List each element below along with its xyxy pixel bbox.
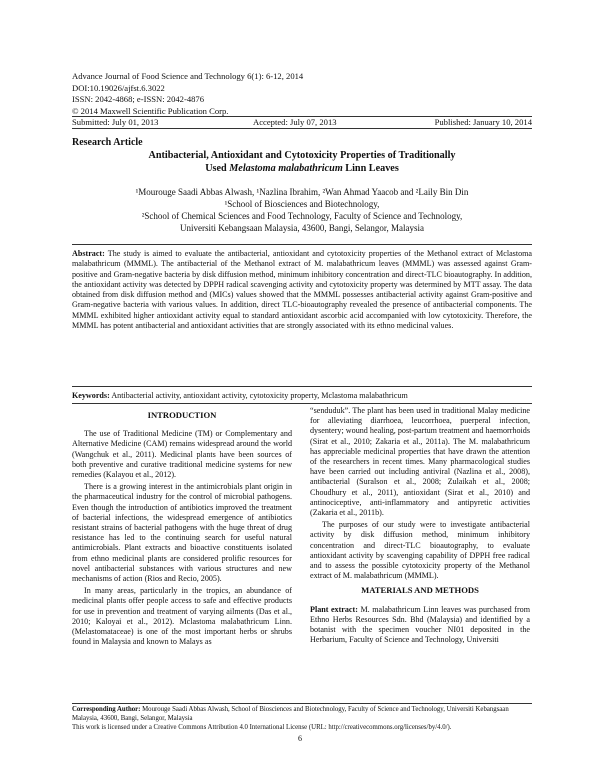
keywords-text: Antibacterial activity, antioxidant activity, cytotoxicity property, Mclastoma malabathricum [109, 391, 408, 400]
journal-doi: DOI:10.19026/ajfst.6.3022 [72, 82, 165, 93]
abstract-label: Abstract: [72, 249, 105, 258]
intro-paragraph-2: There is a growing interest in the antimicrobials plant origin in the pharmaceutical industry for the control of microbial pathogens. Even though the introduction of antibiotics improved the treatment of bacterial infections, the widespread emergence of antibiotics resistant strains of bacterial pathogens with the huge threat of drug resistance has led to the continuing search for useful natural antimicrobials. Plant extracts and bioactive constituents isolated from ethno medicinal plants are considered prolific resources for novel antibacterial substances with various structures and new mechanisms of action (Rios and Recio, 2005). [72, 482, 292, 584]
title-prefix: Used [205, 162, 230, 174]
corresponding-author [72, 705, 532, 723]
journal-header [72, 71, 303, 117]
keywords-rule [72, 403, 532, 404]
author-block [72, 186, 532, 234]
plant-extract-text: M. malabathricum Linn leaves was purchased from Ethno Herbs Resources Sdn. Bhd (Malaysia) and identified by a botanist with the specimen voucher NI01 deposited in the Herbarium, Faculty of Science and Technology, Universiti [310, 604, 530, 645]
abstract-rule-top [72, 244, 532, 245]
right-column [310, 406, 530, 647]
intro-paragraph-3: In many areas, particularly in the tropics, an abundance of medicinal plants offer people access to safe and effective products for use in prevention and treatment of varying ailments (Das et al., 2010; Kaloyai et al., 2012). Mclastoma malabathricum Linn. (Melastomataceae) is one of the most important herbs or shrubs found in Malaysia and known to Malays as [72, 586, 292, 647]
title-species: Melastoma malabathricum [229, 162, 343, 174]
keywords-label: Keywords: [72, 391, 110, 400]
license-note: This work is licensed under a Creative Commons Attribution 4.0 International License (URL: http://creativecommons.org/licenses/by/4.0/). [72, 724, 452, 731]
header-rule-bottom [72, 128, 532, 129]
journal-issn: ISSN: 2042-4868; e-ISSN: 2042-4876 [72, 94, 205, 105]
plant-extract-paragraph [310, 605, 530, 646]
introduction-heading: INTRODUCTION [147, 410, 217, 420]
article-type: Research Article [72, 137, 143, 148]
abstract-rule-bottom [72, 386, 532, 387]
methods-heading: MATERIALS AND METHODS [361, 585, 479, 596]
published-date: Published: January 10, 2014 [434, 117, 532, 127]
footer-rule [72, 703, 532, 704]
journal-copyright: © 2014 Maxwell Scientific Publication Corp. [72, 105, 229, 116]
abstract [72, 249, 532, 331]
keywords [72, 391, 532, 400]
author-list: ¹Mourouge Saadi Abbas Alwash, ¹Nazlina Ibrahim, ²Wan Ahmad Yaacob and ²Laily Bin Din [135, 187, 469, 197]
intro-paragraph-1: The use of Traditional Medicine (TM) or Complementary and Alternative Medicine (CAM) remains widespread around the world (Wangchuk et al., 2011). Medicinal plants have been sources of both preventive and curative traditional medicine systems for new remedies (Kalayou et al., 2012). [72, 429, 292, 480]
corr-text: Mourouge Saadi Abbas Alwash, School of Biosciences and Biotechnology, Faculty of Science and Technology, Universiti Kebangsaan Malaysia, 43600, Bangi, Selangor, Malaysia [72, 706, 509, 723]
plant-extract-label: Plant extract: [310, 604, 358, 614]
affiliation-1: ¹School of Biosciences and Biotechnology, [224, 199, 380, 209]
title-line-1: Antibacterial, Antioxidant and Cytotoxicity Properties of Traditionally [148, 150, 456, 161]
paper-title [72, 150, 532, 175]
title-suffix: Linn Leaves [342, 162, 399, 174]
intro-paragraph-5: The purposes of our study were to investigate antibacterial activity by disk diffusion method, minimum inhibitory concentration and direct-TLC bioautography, to evaluate antioxidant activity by scavenging capability of DPPH free radical and to assess the possible cytotoxicity property of the Methanol extract of M. malabathricum (MMML). [310, 520, 530, 581]
affiliation-2-address: Universiti Kebangsaan Malaysia, 43600, Bangi, Selangor, Malaysia [179, 223, 425, 233]
title-line-2 [72, 163, 532, 176]
intro-paragraph-4: “senduduk”. The plant has been used in traditional Malay medicine for alleviating diarrhoea, leucorrhoea, puerperal infection, dysentery; wound healing, post-partum treatment and haemorrhoids (Sirat et al., 2010; Zakaria et al., 2011a). The M. malabathricum has appreciable medicinal properties that have drawn the attention of the researchers in recent times. Many pharmacological studies have been carried out including antiviral (Nazlina et al., 2008), antibacterial (Suralson et al., 2008; Zulaikah et al., 2008; Choudhury et al., 2011), antioxidant (Sirat et al., 2010) and antinociceptive, anti-inflammatory and antipyretic activities (Zakaria et al., 2011b). [310, 406, 530, 518]
corr-label: Corresponding Author: [72, 706, 141, 713]
affiliation-2: ²School of Chemical Sciences and Food Technology, Faculty of Science and Technology, [141, 211, 463, 221]
journal-citation: Advance Journal of Food Science and Technology 6(1): 6-12, 2014 [72, 71, 304, 81]
page-number: 6 [298, 734, 302, 743]
submitted-date: Submitted: July 01, 2013 [72, 117, 159, 127]
left-column [72, 406, 292, 649]
accepted-date: Accepted: July 07, 2013 [253, 117, 337, 127]
abstract-text: The study is aimed to evaluate the antibacterial, antioxidant and cytotoxicity properties of the Methanol extract of Mclastoma malabathricum (MMML). The antibacterial of the Methanol extract of M. malabathricum leaves (MMML) was assessed against Gram-positive and Gram-negative bacteria by disk diffusion method, minimum inhibitory concentration and direct-TLC bioautography. In addition, the antioxidant activity was detected by DPPH radical scavenging activity and cytotoxicity property was determined by MTT assay. The data obtained from disk diffusion method and (MICs) values showed that the MMML possesses antibacterial activity against Gram-positive and Gram-negative bacteria with various values. In addition, direct TLC-bioautography revealed the presence of antibacterial components. The MMML exhibited higher antioxidant activity equal to standard antioxidant ascorbic acid accompanied with low cytotoxicity. Therefore, the MMML has potent antibacterial and antioxidant activities that are strongly associated with its ethno medicinal values. [72, 249, 532, 331]
